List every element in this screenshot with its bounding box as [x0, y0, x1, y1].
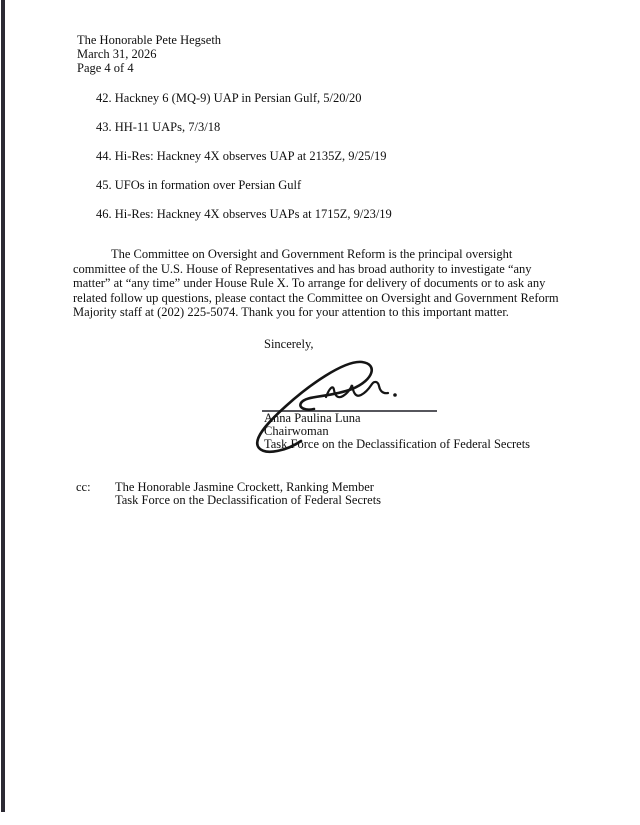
letter-header	[77, 33, 221, 75]
signer-organization: Task Force on the Declassification of Federal Secrets	[264, 437, 531, 452]
cc-recipient-line: The Honorable Jasmine Crockett, Ranking Member	[115, 480, 374, 494]
closing-salutation: Sincerely,	[264, 337, 314, 351]
recipient-line: The Honorable Pete Hegseth	[77, 33, 222, 47]
list-item: 44. Hi-Res: Hackney 4X observes UAP at 2135Z, 9/25/19	[96, 149, 387, 163]
list-item: 45. UFOs in formation over Persian Gulf	[96, 178, 302, 192]
page-edge-border	[1, 0, 5, 812]
signer-title: Chairwoman	[264, 424, 329, 439]
list-item: 46. Hi-Res: Hackney 4X observes UAPs at 1715Z, 9/23/19	[96, 207, 392, 221]
signer-name: Anna Paulina Luna	[264, 411, 361, 425]
numbered-item-list	[96, 91, 392, 236]
signature-block	[264, 412, 530, 452]
date-line: March 31, 2026	[77, 47, 157, 61]
list-item: 42. Hackney 6 (MQ-9) UAP in Persian Gulf, 5/20/20	[96, 91, 362, 105]
page-number-line: Page 4 of 4	[77, 61, 134, 75]
cc-label: cc:	[76, 480, 91, 494]
cc-organization-line: Task Force on the Declassification of Federal Secrets	[115, 493, 382, 508]
list-item: 43. HH-11 UAPs, 7/3/18	[96, 120, 221, 134]
signature-period-dot	[393, 393, 397, 397]
cc-section	[76, 481, 381, 508]
body-paragraph: The Committee on Oversight and Government Reform is the principal oversight committee of the U.S. House of Representatives and has broad authority to investigate “any matter” at “any time” under House Rule X. To arrange for delivery of documents or to ask any related follow up questions, please contact the Committee on Oversight and Government Reform Majority staff at (202) 225-5074. Thank you for your attention to this important matter.	[73, 247, 559, 320]
signature-una-stroke	[326, 382, 388, 397]
cc-body	[115, 481, 381, 508]
